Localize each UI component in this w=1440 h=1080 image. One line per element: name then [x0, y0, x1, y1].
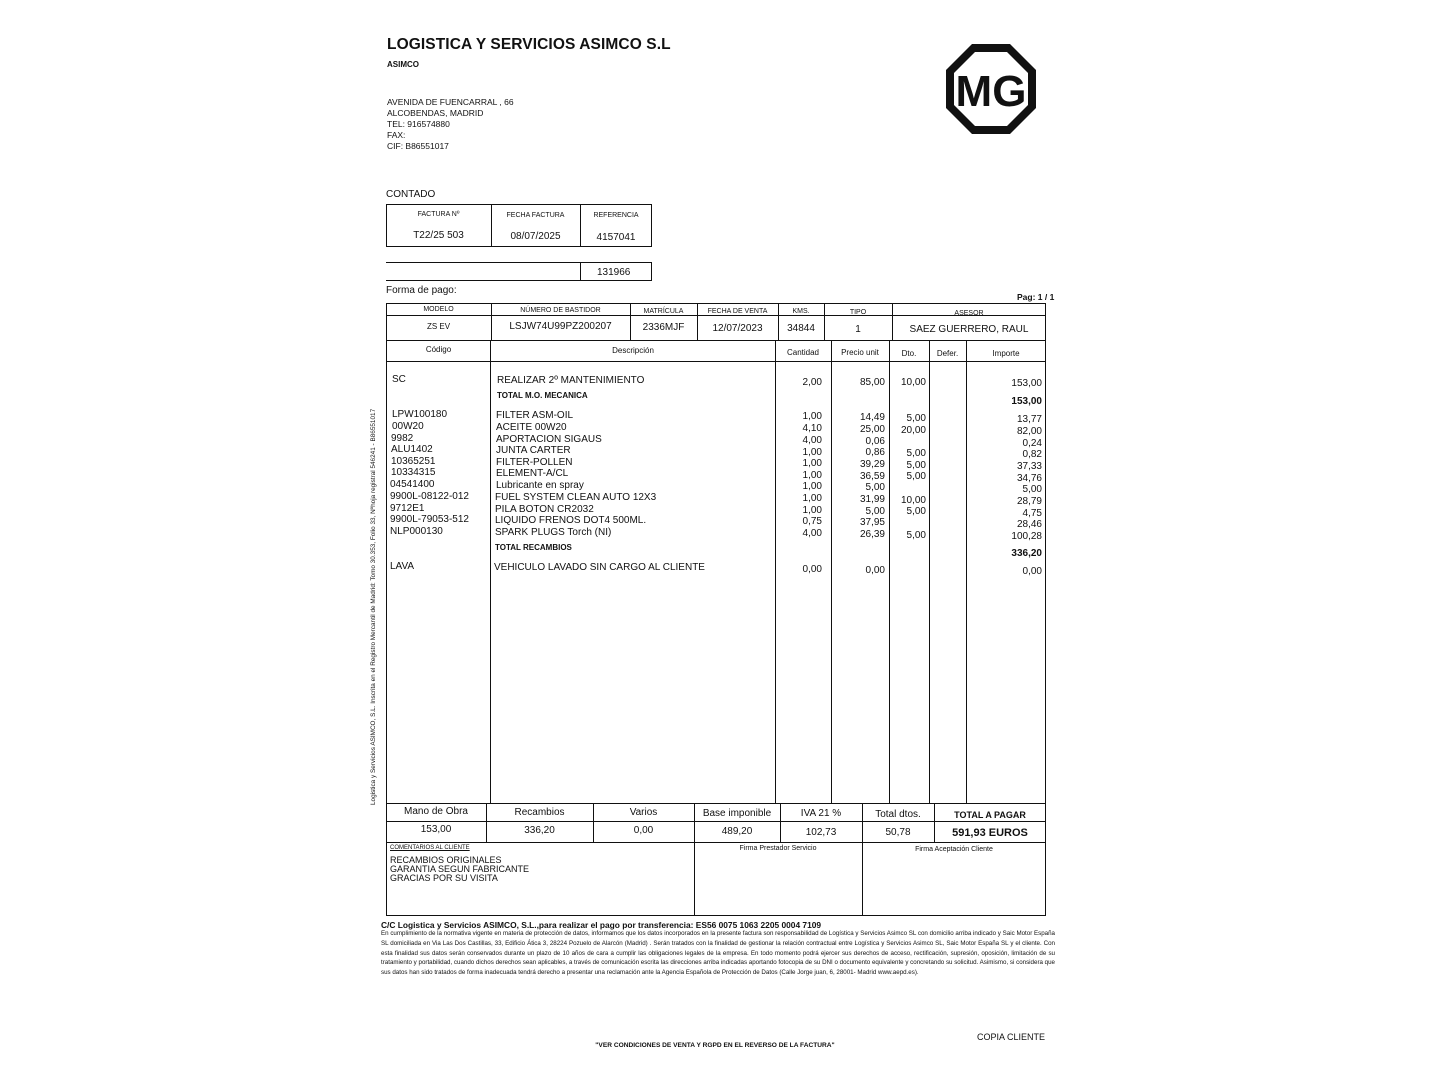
- item-discount: 10,00: [900, 377, 926, 388]
- parts-total-label: Recambios: [514, 807, 565, 818]
- mo-subtotal-value: 153,00: [1011, 396, 1042, 407]
- item-code: ALU1402: [391, 444, 433, 455]
- item-discount: 10,00: [900, 495, 926, 506]
- item-unit-price: 5,00: [865, 482, 885, 493]
- mg-logo: [944, 42, 1038, 136]
- item-code: LAVA: [390, 561, 415, 572]
- copy-label: COPIA CLIENTE: [977, 1032, 1046, 1042]
- item-quantity: 1,00: [802, 481, 822, 492]
- item-code: 10365251: [391, 456, 436, 467]
- item-unit-price: 0,86: [865, 447, 885, 458]
- parts-subtotal-value: 336,20: [1011, 548, 1042, 559]
- address-line: ALCOBENDAS, MADRID: [387, 108, 484, 118]
- item-unit-price: 0,00: [865, 565, 885, 576]
- payment-type: CONTADO: [386, 189, 436, 200]
- advisor-label: ASESOR: [954, 310, 984, 317]
- col-amount: Importe: [992, 349, 1020, 358]
- item-discount: 5,00: [906, 413, 926, 424]
- item-code: 9900L-08122-012: [390, 491, 469, 502]
- item-description: JUNTA CARTER: [496, 445, 571, 456]
- labor-total-label: Mano de Obra: [404, 806, 468, 817]
- advisor-value: SAEZ GUERRERO, RAUL: [909, 324, 1029, 335]
- parts-total-value: 336,20: [524, 825, 555, 836]
- item-quantity: 1,00: [802, 447, 822, 458]
- comments-label: COMENTARIOS AL CLIENTE: [390, 845, 470, 851]
- invoice-number-label: FACTURA Nº: [417, 211, 460, 218]
- col-discount: Dto.: [901, 349, 917, 358]
- item-code: 9982: [391, 433, 414, 444]
- legal-text: En cumplimiento de la normativa vigente en materia de protección de datos, informamos que los datos incorporados en la presente factura son responsabilidad de Logística y Servicios Asimco SL con domicilio arriba indicado y Saic Motor España SL domiciliada en Via Las Dos Castillas, 33, Edificio Ática 3, 28224 Pozuelo de Alarcón (Madrid) . Serán tratados con la finalidad de gestionar la relación contractual entre Logística y Servicios Asimco SL, Saic Motor España SL y el cliente. Con esta finalidad sus datos serán conservados durante un plazo de 10 años de cara a cumplir las obligaciones legales de la empresa. En todo momento podrá ejercer sus derechos de acceso, rectificación, supresión, oposición, limitación de su tratamiento y portabilidad, cuando dichos derechos sean aplicables, a través de comunicación escrita las direcciones arriba indicadas aportando fotocopia de su DNI o documento equivalente y concretando su solicitud. Asimismo, si considera que sus datos han sido tratados de forma inadecuada tendrá derecho a presentar una reclamación ante la Agencia Española de Protección de Datos (Calle Jorge juan, 6, 28001- Madrid www.aepd.es).: [381, 930, 1055, 977]
- item-code: 9900L-79053-512: [390, 514, 469, 525]
- item-description: APORTACION SIGAUS: [496, 434, 602, 445]
- reference-number: 4157041: [596, 232, 636, 243]
- col-quantity: Cantidad: [786, 348, 820, 357]
- cif-line: CIF: B86551017: [387, 141, 449, 151]
- item-unit-price: 37,95: [859, 517, 885, 528]
- page-number: Pag: 1 / 1: [1017, 292, 1055, 302]
- item-code: NLP000130: [390, 526, 443, 537]
- mo-subtotal-label: TOTAL M.O. MECANICA: [497, 391, 588, 400]
- item-description: ELEMENT-A/CL: [496, 468, 569, 479]
- type-label: TIPO: [849, 309, 867, 316]
- col-description: Descripción: [612, 346, 654, 355]
- total-to-pay-value: 591,93 EUROS: [952, 827, 1028, 839]
- item-unit-price: 0,06: [865, 436, 885, 447]
- registry-side-text: Logistica y Servicios ASIMCO, S.L. Inscrita en el Registro Mercantil de Madrid: Tomo 30.353, Folio 33, Nºhoja registral 546241 - B86551017: [370, 408, 377, 805]
- item-code: 9712E1: [390, 503, 425, 514]
- model-label: MODELO: [423, 306, 454, 313]
- model-value: ZS EV: [426, 322, 451, 331]
- provider-signature-label: Firma Prestador Servicio: [739, 845, 817, 852]
- item-description: SPARK PLUGS Torch (NI): [495, 527, 612, 538]
- item-description: REALIZAR 2º MANTENIMIENTO: [497, 375, 645, 386]
- item-quantity: 0,00: [802, 564, 822, 575]
- item-quantity: 1,00: [802, 470, 822, 481]
- tax-base-label: Base imponible: [702, 808, 772, 819]
- item-unit-price: 14,49: [859, 412, 885, 423]
- vat-value: 102,73: [805, 827, 837, 838]
- item-description: Lubricante en spray: [496, 480, 584, 491]
- kms-value: 34844: [787, 323, 815, 334]
- vin-value: LSJW74U99PZ200207: [509, 321, 612, 332]
- misc-total-label: Varios: [629, 807, 658, 818]
- bank-transfer-line: C/C Logistica y Servicios ASIMCO, S.L.,para realizar el pago por transferencia: ES56 0075 1063 2205 0004 7109: [381, 920, 822, 930]
- item-amount: 0,00: [1022, 566, 1042, 577]
- vat-label: IVA 21 %: [800, 808, 842, 819]
- item-quantity: 0,75: [802, 516, 822, 527]
- item-discount: 5,00: [906, 530, 926, 541]
- reference-label: REFERENCIA: [593, 212, 639, 219]
- item-quantity: 4,10: [802, 423, 822, 434]
- item-amount: 100,28: [1011, 531, 1042, 542]
- item-quantity: 2,00: [802, 377, 822, 388]
- item-discount: 20,00: [900, 425, 926, 436]
- item-discount: 5,00: [906, 471, 926, 482]
- item-unit-price: 36,59: [859, 471, 885, 482]
- company-name: LOGISTICA Y SERVICIOS ASIMCO S.L: [387, 36, 671, 53]
- item-description: ACEITE 00W20: [496, 422, 567, 433]
- item-quantity: 4,00: [802, 435, 822, 446]
- item-code: SC: [392, 374, 406, 385]
- misc-total-value: 0,00: [633, 825, 654, 836]
- item-description: FUEL SYSTEM CLEAN AUTO 12X3: [495, 492, 657, 503]
- item-discount: 5,00: [906, 460, 926, 471]
- item-amount: 5,00: [1022, 484, 1042, 495]
- item-discount: 5,00: [906, 506, 926, 517]
- phone-line: TEL: 916574880: [387, 119, 450, 129]
- item-description: FILTER-POLLEN: [496, 457, 573, 468]
- plate-value: 2336MJF: [642, 322, 685, 333]
- item-description: PILA BOTON CR2032: [495, 504, 594, 515]
- item-description: VEHICULO LAVADO SIN CARGO AL CLIENTE: [494, 562, 705, 573]
- labor-total-value: 153,00: [420, 824, 452, 835]
- kms-label: KMS.: [792, 308, 810, 315]
- comment-line: GRACIAS POR SU VISITA: [390, 873, 498, 883]
- footer-note: "VER CONDICIONES DE VENTA Y RGPD EN EL REVERSO DE LA FACTURA": [595, 1042, 835, 1049]
- address-line: AVENIDA DE FUENCARRAL , 66: [387, 97, 514, 107]
- total-to-pay-label: TOTAL A PAGAR: [954, 810, 1026, 820]
- col-code: Código: [425, 345, 452, 354]
- item-amount: 0,82: [1022, 449, 1042, 460]
- item-code: LPW100180: [392, 409, 448, 420]
- type-value: 1: [855, 324, 861, 335]
- client-code: 131966: [597, 267, 631, 278]
- item-discount: 5,00: [906, 448, 926, 459]
- parts-subtotal-label: TOTAL RECAMBIOS: [495, 543, 572, 552]
- plate-label: MATRÍCULA: [643, 308, 684, 315]
- comment-line: GARANTIA SEGUN FABRICANTE: [390, 864, 530, 874]
- client-signature-label: Firma Aceptación Cliente: [915, 846, 993, 853]
- forma-pago-label: Forma de pago:: [386, 285, 457, 296]
- item-code: 04541400: [390, 479, 435, 490]
- item-description: FILTER ASM-OIL: [496, 410, 574, 421]
- sale-date-value: 12/07/2023: [712, 323, 763, 334]
- discounts-total-value: 50,78: [885, 827, 911, 838]
- tax-base-value: 489,20: [721, 826, 753, 837]
- item-amount: 34,76: [1016, 473, 1042, 484]
- item-unit-price: 31,99: [859, 494, 885, 505]
- item-amount: 37,33: [1016, 461, 1042, 472]
- item-quantity: 1,00: [802, 493, 822, 504]
- item-description: LIQUIDO FRENOS DOT4 500ML.: [495, 515, 647, 526]
- item-quantity: 1,00: [802, 411, 822, 422]
- col-deferred: Defer.: [936, 349, 959, 358]
- invoice-number: T22/25 503: [413, 230, 464, 241]
- item-unit-price: 26,39: [859, 529, 885, 540]
- item-amount: 28,46: [1016, 519, 1042, 530]
- col-unit-price: Precio unit: [841, 348, 879, 357]
- item-unit-price: 25,00: [859, 424, 885, 435]
- item-code: 10334315: [391, 467, 436, 478]
- item-amount: 28,79: [1016, 496, 1042, 507]
- item-amount: 13,77: [1016, 414, 1042, 425]
- sale-date-label: FECHA DE VENTA: [707, 308, 768, 315]
- item-amount: 153,00: [1011, 378, 1042, 389]
- invoice-date: 08/07/2025: [510, 231, 561, 242]
- item-amount: 0,24: [1022, 438, 1042, 449]
- fax-line: FAX:: [387, 130, 406, 140]
- item-unit-price: 85,00: [859, 377, 885, 388]
- item-amount: 82,00: [1016, 426, 1042, 437]
- invoice-date-label: FECHA FACTURA: [506, 212, 565, 219]
- company-short-name: ASIMCO: [387, 60, 419, 69]
- item-unit-price: 39,29: [859, 459, 885, 470]
- logo-text: MG: [955, 67, 1027, 116]
- discounts-total-label: Total dtos.: [875, 809, 921, 820]
- item-quantity: 1,00: [802, 458, 822, 469]
- vin-label: NÚMERO DE BASTIDOR: [520, 307, 601, 314]
- item-quantity: 1,00: [802, 505, 822, 516]
- item-code: 00W20: [392, 421, 424, 432]
- item-amount: 4,75: [1022, 508, 1042, 519]
- item-quantity: 4,00: [802, 528, 822, 539]
- item-unit-price: 5,00: [865, 506, 885, 517]
- comment-line: RECAMBIOS ORIGINALES: [390, 855, 502, 865]
